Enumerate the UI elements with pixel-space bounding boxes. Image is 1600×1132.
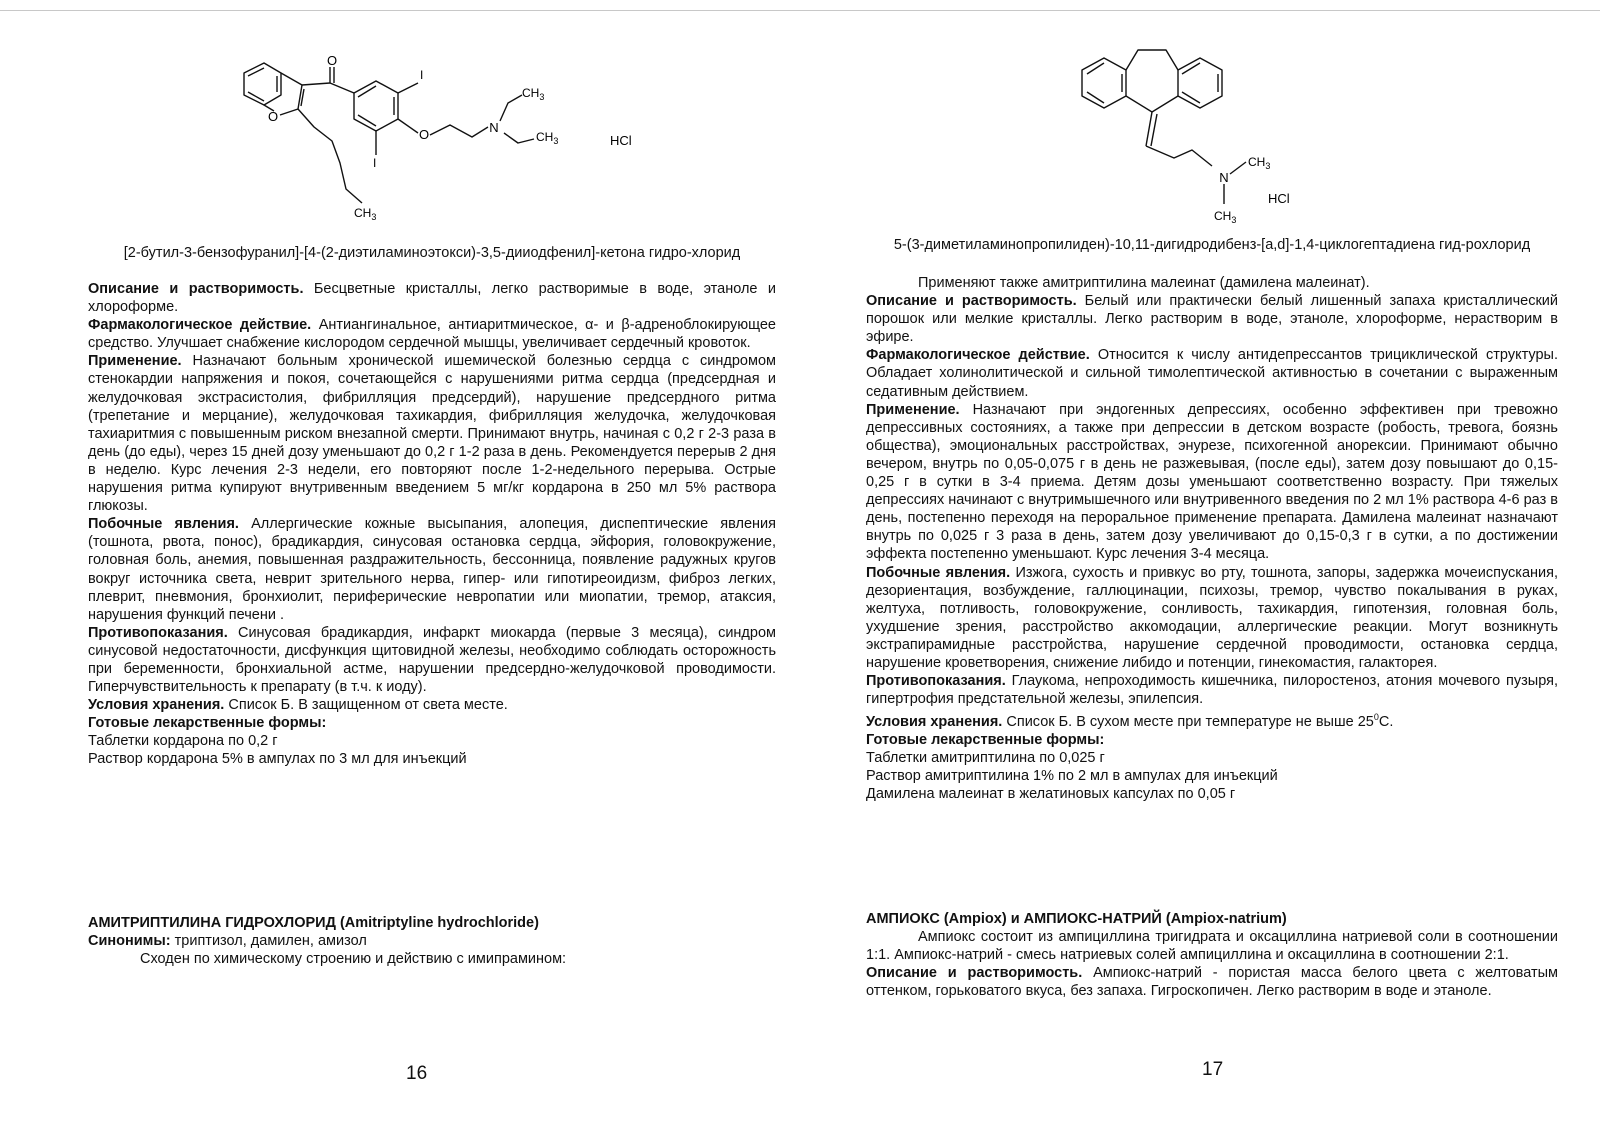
page-16 xyxy=(88,0,776,1132)
side-effects-paragraph: Побочные явления. Аллергические кожные высыпания, алопеция, диспептические явления (тошнота, рвота, понос), брадикардия, синусовая остановка сердца, эйфория, головокружение, головная боль, анемия, повышенная раздражительность, бессонница, появление радужных кругов вокруг источника света, неврит зрительного нерва, гипер- или гипотиреоидизм, фиброз легких, плеврит, пневмония, бронхиолит, периферические невропатии или миопатии, тремор, атаксия, нарушения функций печени . xyxy=(88,516,776,623)
description-paragraph: Описание и растворимость. Бесцветные кристаллы, легко растворимые в воде, этаноле и хлороформе. xyxy=(88,281,776,316)
usage-label: Применение. xyxy=(866,401,960,418)
nitrogen-label: N xyxy=(1219,170,1229,185)
furan-oxygen-label: O xyxy=(267,109,279,124)
contraindications-paragraph: Противопоказания. Глаукома, непроходимость кишечника, пилоростеноз, атония мочевого пузыря, гипертрофия предстательной железы, эпилепсия. xyxy=(866,673,1558,708)
dosage-forms xyxy=(88,714,776,768)
usage-paragraph: Применение. Назначают при эндогенных депрессиях, особенно эффективен при тревожно депрессивных состояниях, а также при депрессии в детском возрасте (робость, тревога, боязнь общества), эмоциональных расстройствах, энурезе, психогенной анорексии. Принимают обычно вечером, внутрь по 0,05-0,075 г в день не разжевывая, (после еды), затем дозу повышают до 0,15-0,25 г в сутки в 3-4 приема. Детям дозы уменьшают соответственно возрасту. При тяжелых депрессиях начинают с внутримышечного или внутривенного введения по 2 мл 1% раствора 4-6 раз в день, постепенно переходя на пероральное применение препарата. Дамилена малеинат назначают внутрь по 0,025 г 3 раза в день, затем дозу увеличивают до 0,15-0,3 г в сутки, а по достижении эффекта постепенно уменьшают. Курс лечения 3-4 месяца. xyxy=(866,401,1558,563)
similarity-note: Сходен по химическому строению и действию с имипрамином: xyxy=(140,951,567,968)
compound-name-caption: 5-(3-диметиламинопропилиден)-10,11-дигидродибенз-[a,d]-1,4-циклогептадиена гид-рохлорид xyxy=(893,237,1531,253)
storage-label: Условия хранения. xyxy=(866,714,1003,731)
description-label: Описание и растворимость. xyxy=(866,965,1083,982)
amitriptyline-structure-diagram xyxy=(1062,22,1382,232)
methyl-bottom-label: $CH_3$ xyxy=(354,206,377,222)
methyl-right-label: $CH_3$ xyxy=(1248,155,1271,171)
usage-label: Применение. xyxy=(88,353,182,370)
monograph-body xyxy=(866,274,1558,804)
ether-oxygen-label: O xyxy=(418,127,430,142)
hcl-label: HCl xyxy=(610,133,632,148)
page-number: 16 xyxy=(406,1063,428,1084)
storage-label: Условия хранения. xyxy=(88,697,225,714)
hcl-label: HCl xyxy=(1268,191,1290,206)
pharmacology-label: Фармакологическое действие. xyxy=(866,347,1090,364)
iodine-bottom-label: I xyxy=(373,156,377,170)
methyl-top-label: $CH_3$ xyxy=(522,86,545,102)
nitrogen-label: N xyxy=(489,120,499,135)
storage-paragraph: Условия хранения. Список Б. В сухом месте при температуре не выше $25^0С$. xyxy=(866,712,1394,731)
dosage-form-item: Дамилена малеинат в желатиновых капсулах по 0,05 г xyxy=(866,786,1236,803)
dosage-form-item: Таблетки амитриптилина по 0,025 г xyxy=(866,750,1105,767)
page-number: 17 xyxy=(1202,1059,1224,1080)
monograph-body xyxy=(88,280,776,769)
pharmacology-paragraph: Фармакологическое действие. Антиангинальное, антиаритмическое, α- и β-адреноблокирующее средство. Улучшает снабжение кислородом сердечной мышцы, увеличивает сердечный кровоток. xyxy=(88,317,776,352)
synonyms-label: Синонимы: xyxy=(88,933,171,949)
iodine-top-label: I xyxy=(420,68,424,82)
methyl-bottom-label: $CH_3$ xyxy=(1214,209,1237,225)
synonyms-paragraph: Синонимы: триптизол, дамилен, амизол xyxy=(88,933,367,949)
page-17 xyxy=(866,0,1558,1132)
side-effects-paragraph: Побочные явления. Изжога, сухость и привкус во рту, тошнота, запоры, задержка мочеиспускания, дезориентация, возбуждение, галлюцинации, психозы, тремор, чувство покалывания в руках, желтуха, потливость, головокружение, сонливость, тахикардия, гипотензия, головная боль, ухудшение зрения, расстройство аккомодации, аллергические реакции. Могут возникнуть экстрапирамидные расстройства, нарушение сердечной проводимости, остановка сердца, нарушение кроветворения, снижение либидо и потенции, гинекомастия, галакторея. xyxy=(866,564,1559,671)
dosage-form-item: Раствор амитриптилина 1% по 2 мл в ампулах для инъекций xyxy=(866,768,1278,785)
contraindications-label: Противопоказания. xyxy=(866,673,1006,690)
side-effects-label: Побочные явления. xyxy=(88,516,239,533)
dosage-forms xyxy=(866,731,1558,803)
dosage-forms-label: Готовые лекарственные формы: xyxy=(866,732,1105,749)
usage-paragraph: Применение. Назначают больным хронической ишемической болезнью сердца с синдромом стенокардии напряжения и покоя, сочетающейся с нарушениями ритма сердца (предсердная и желудочковая экстрасистолия, фибрилляция предсердий), нарушение предсердного ритма (трепетание и мерцание), желудочковая тахикардия, фибрилляция желудочка, желудочковая тахиаритмия с повышенным риском внезапной смерти. Принимают внутрь, начиная с 0,2 г 2-3 раза в день (до еды), через 15 дней дозу уменьшают до 0,2 г 1-2 раза в день. Рекомендуется перерыв 2 дня в неделю. Курс лечения 2-3 недели, его повторяют после 1-2-недельного перерыва. Острые нарушения ритма купируют внутривенным введением 5 мг/кг кордарона в 250 мл 5% раствора глюкозы. xyxy=(88,353,776,515)
description-paragraph: Описание и растворимость. Белый или практически белый лишенный запаха кристаллический порошок или мелкие кристаллы. Легко растворим в воде, этаноле, хлороформе, нерастворим в эфире. xyxy=(866,293,1558,346)
drug-heading: АМПИОКС (Ampiox) и АМПИОКС-НАТРИЙ (Ampiox-natrium) xyxy=(866,911,1287,927)
description-label: Описание и растворимость. xyxy=(866,293,1077,310)
dosage-forms-label: Готовые лекарственные формы: xyxy=(88,715,327,732)
dosage-form-item: Раствор кордарона 5% в ампулах по 3 мл для инъекций xyxy=(88,751,467,768)
amiodarone-structure-diagram xyxy=(218,55,658,235)
contraindications-paragraph: Противопоказания. Синусовая брадикардия, инфаркт миокарда (первые 3 месяца), синдром синусовой недостаточности, дисфункция щитовидной железы, необходимо соблюдать осторожность при беременности, бронхиальной астме, нарушении предсердно-желудочковой проводимости. Гиперчувствительность к препарату (в т.ч. к иоду). xyxy=(88,624,776,696)
contraindications-label: Противопоказания. xyxy=(88,624,228,641)
pharmacology-paragraph: Фармакологическое действие. Относится к числу антидепрессантов трициклической структуры. Обладает холинолитической и сильной тимолептической активностью в сочетании с выраженным седативным действием. xyxy=(866,347,1558,400)
dosage-form-item: Таблетки кордарона по 0,2 г xyxy=(88,733,278,750)
compound-name-caption: [2-бутил-3-бензофуранил]-[4-(2-диэтиламиноэтокси)-3,5-дииодфенил]-кетона гидро-хлорид xyxy=(123,245,741,261)
maleate-note: Применяют также амитриптилина малеинат (дамилена малеинат). xyxy=(918,275,1370,291)
composition-paragraph: Ампиокс состоит из ампициллина тригидрата и оксациллина натриевой соли в соотношении 1:1. Ампиокс-натрий - смесь натриевых солей ампициллина и оксациллина в соотношении 2:1. xyxy=(866,929,1558,964)
storage-paragraph: Условия хранения. Список Б. В защищенном от света месте. xyxy=(88,697,508,714)
carbonyl-oxygen-label: O xyxy=(326,55,338,68)
description-paragraph: Описание и растворимость. Ампиокс-натрий - пористая масса белого цвета с желтоватым оттенком, горьковатого вкуса, без запаха. Гигроскопичен. Легко растворим в воде и этаноле. xyxy=(866,965,1558,1000)
pharmacology-label: Фармакологическое действие. xyxy=(88,317,312,334)
next-drug-section xyxy=(88,914,776,968)
next-drug-section xyxy=(866,910,1558,1000)
side-effects-label: Побочные явления. xyxy=(866,564,1011,581)
methyl-right-label: $CH_3$ xyxy=(536,130,559,146)
drug-heading: АМИТРИПТИЛИНА ГИДРОХЛОРИД (Amitriptyline hydrochloride) xyxy=(88,915,539,931)
description-label: Описание и растворимость. xyxy=(88,281,304,297)
